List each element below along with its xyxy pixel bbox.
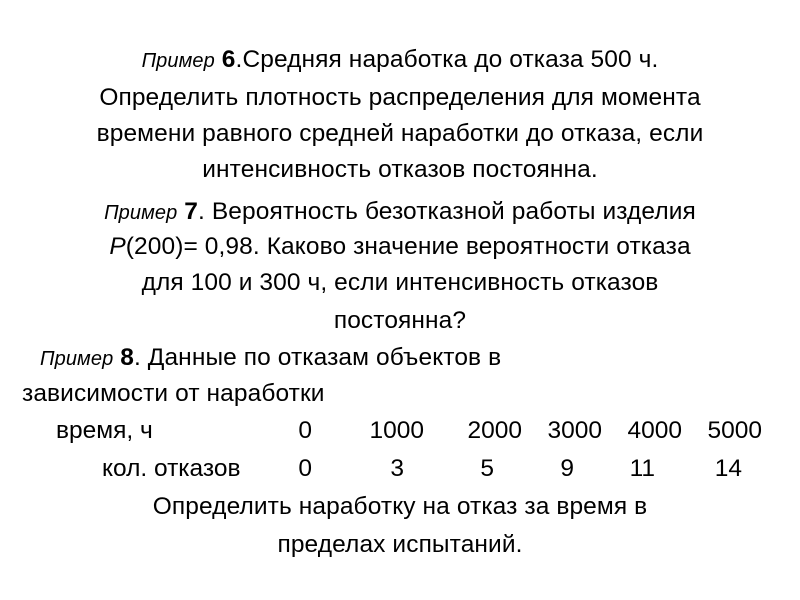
- example8-text: . Данные по отказам объектов в: [133, 344, 502, 371]
- example6-line3: времени равного средней наработки до отказа, если: [96, 120, 704, 147]
- time-value: 2000: [467, 417, 522, 444]
- failures-value: 3: [390, 455, 404, 482]
- time-row-label: время, ч: [56, 417, 153, 444]
- example7-label: Пример: [104, 202, 178, 224]
- example8-line3: Определить наработку на отказ за время в: [152, 493, 648, 520]
- example6-text: .Средняя наработка до отказа 500 ч.: [235, 46, 659, 73]
- example7-line2: [0, 230, 800, 264]
- failures-value: 9: [560, 455, 574, 482]
- example6-number: 6: [221, 46, 236, 73]
- time-value: 3000: [547, 417, 602, 444]
- example6-line2: Определить плотность распределения для момента: [99, 84, 701, 111]
- time-value: 5000: [707, 417, 762, 444]
- example6-line4: интенсивность отказов постоянна.: [202, 156, 598, 183]
- example8-number: 8: [120, 344, 134, 371]
- time-value: 0: [298, 417, 312, 444]
- time-value: 4000: [627, 417, 682, 444]
- example8-line1: [40, 341, 501, 376]
- failures-value: 14: [714, 455, 742, 482]
- probability-symbol: P: [109, 233, 126, 260]
- failures-value: 0: [298, 455, 312, 482]
- example7-line1: [0, 195, 800, 230]
- example8-line2: зависимости от наработки: [22, 380, 325, 407]
- example8-line4: пределах испытаний.: [277, 531, 523, 558]
- example7-line4: постоянна?: [333, 307, 467, 334]
- example8-label: Пример: [40, 348, 114, 370]
- example7-number: 7: [184, 198, 199, 225]
- example6-line1: [0, 43, 800, 78]
- failures-value: 5: [480, 455, 494, 482]
- example7-line3: для 100 и 300 ч, если интенсивность отказов: [141, 269, 659, 296]
- failures-value: 11: [629, 455, 655, 482]
- time-value: 1000: [369, 417, 424, 444]
- example7-text: . Вероятность безотказной работы изделия: [198, 198, 696, 225]
- failures-row-label: кол. отказов: [102, 455, 241, 482]
- example6-label: Пример: [141, 50, 215, 72]
- example7-text-2: (200)= 0,98. Каково значение вероятности отказа: [125, 233, 691, 260]
